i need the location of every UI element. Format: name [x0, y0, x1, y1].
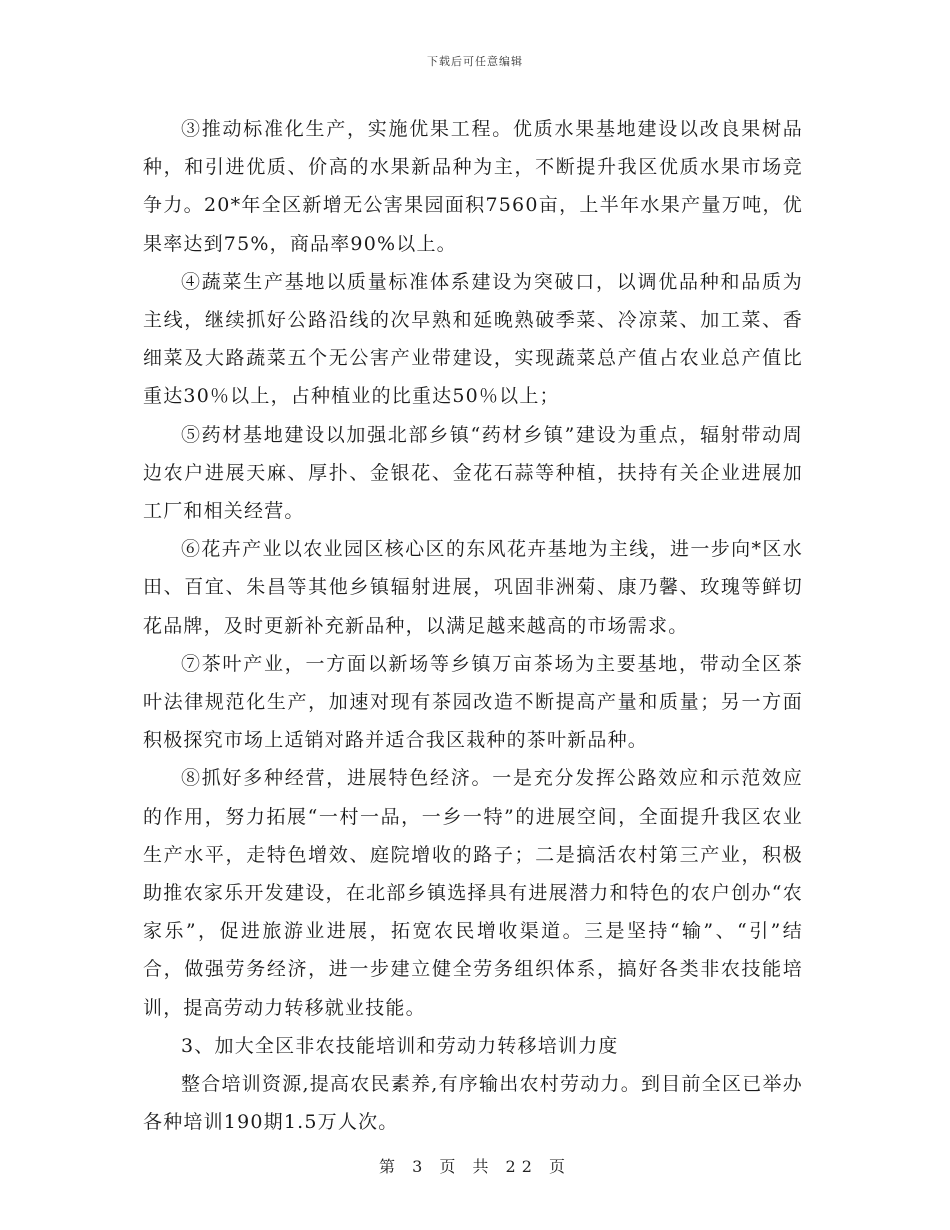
paragraph-training: 整合培训资源,提高农民素养,有序输出农村劳动力。到目前全区已举办各种培训190期1.5万人次。 — [143, 1073, 803, 1134]
document-body — [143, 110, 803, 1141]
paragraph-fruit: ③推动标准化生产，实施优果工程。优质水果基地建设以改良果树品种，和引进优质、价高的水果新品种为主，不断提升我区优质水果市场竞争力。20*年全区新增无公害果园面积7560亩，上半年水果产量万吨，优果率达到75%，商品率90%以上。 — [143, 118, 803, 255]
paragraph-flowers: ⑥花卉产业以农业园区核心区的东风花卉基地为主线，进一步向*区水田、百宜、朱昌等其他乡镇辐射进展，巩固非洲菊、康乃馨、玫瑰等鲜切花品牌，及时更新补充新品种，以满足越来越高的市场需求。 — [143, 538, 803, 637]
paragraph-vegetables: ④蔬菜生产基地以质量标准体系建设为突破口，以调优品种和品质为主线，继续抓好公路沿线的次早熟和延晚熟破季菜、冷凉菜、加工菜、香细菜及大路蔬菜五个无公害产业带建设，实现蔬菜总产值占农业总产值比重达30％以上，占种植业的比重达50％以上； — [143, 270, 803, 408]
paragraph-diversified: ⑧抓好多种经营，进展特色经济。一是充分发挥公路效应和示范效应的作用，努力拓展“一村一品，一乡一特”的进展空间，全面提升我区农业生产水平，走特色增效、庭院增收的路子；二是搞活农村第三产业，积极助推农家乐开发建设，在北部乡镇选择具有进展潜力和特色的农户创办“农家乐”，促进旅游业进展，拓宽农民增收渠道。三是坚持“输”、“引”结合，做强劳务经济，进一步建立健全劳务组织体系，搞好各类非农技能培训，提高劳动力转移就业技能。 — [143, 767, 803, 1019]
paragraph-tea: ⑦茶叶产业，一方面以新场等乡镇万亩茶场为主要基地，带动全区茶叶法律规范化生产，加速对现有茶园改造不断提高产量和质量；另一方面积极探究市场上适销对路并适合我区栽种的茶叶新品种。 — [143, 652, 803, 752]
section-heading-training: 3、加大全区非农技能培训和劳动力转移培训力度 — [181, 1034, 619, 1057]
header-note: 下载后可任意编辑 — [427, 55, 523, 68]
page-number: 第 3 页 共 22 页 — [379, 1157, 571, 1176]
paragraph-herbs: ⑤药材基地建设以加强北部乡镇“药材乡镇”建设为重点，辐射带动周边农户进展天麻、厚扑、金银花、金花石蒜等种植，扶持有关企业进展加工厂和相关经营。 — [143, 423, 803, 523]
